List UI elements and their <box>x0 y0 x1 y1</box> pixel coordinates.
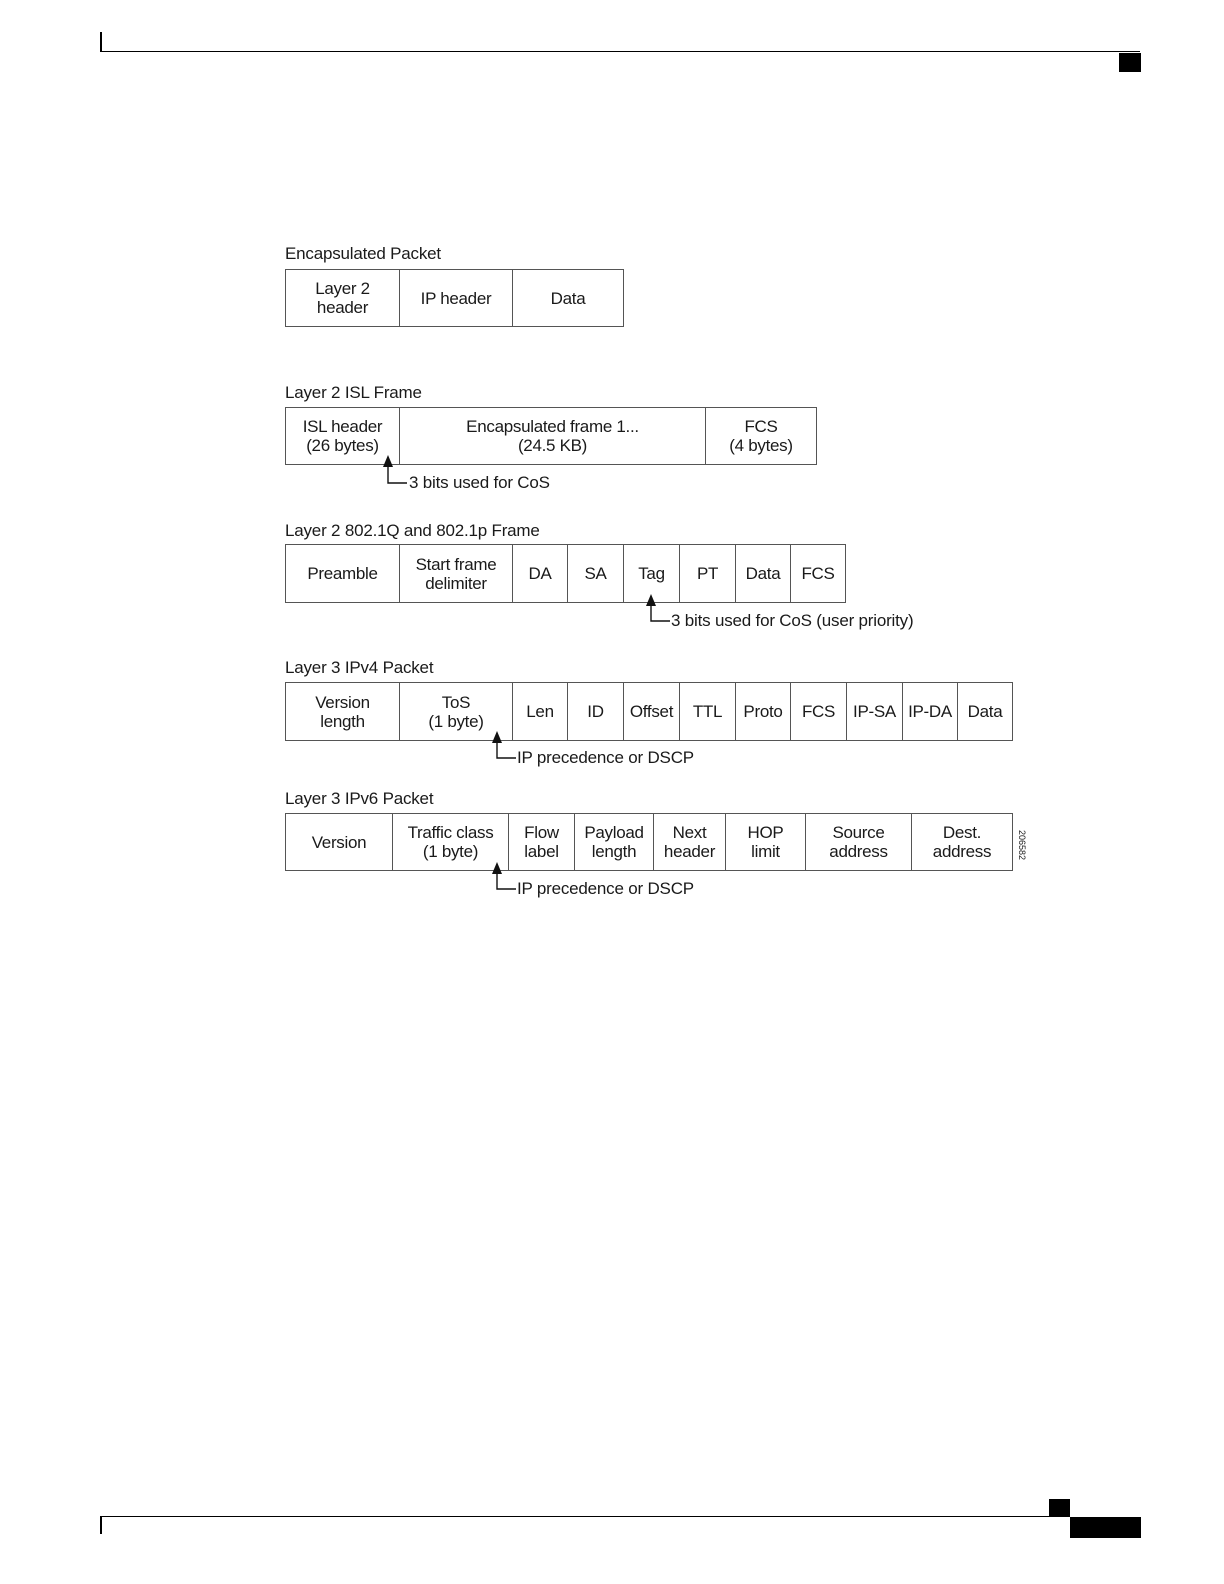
footer-left-tick <box>100 1516 102 1534</box>
encapsulated-packet-row <box>285 269 624 327</box>
footer-small-mark <box>1049 1499 1070 1517</box>
field-proto: Proto <box>735 683 790 740</box>
field-next-header: Next header <box>653 814 725 870</box>
field-ip-sa: IP-SA <box>846 683 902 740</box>
dot1q-cos-callout: 3 bits used for CoS (user priority) <box>671 611 914 630</box>
footer-page-tab <box>1070 1517 1141 1538</box>
header-rule <box>100 51 1140 52</box>
field-id: ID <box>567 683 623 740</box>
field-da: DA <box>512 545 567 602</box>
field-data: Data <box>512 270 623 326</box>
isl-cos-callout: 3 bits used for CoS <box>409 473 550 492</box>
ipv4-dscp-pointer-arrow <box>489 731 519 763</box>
footer-rule <box>100 1516 1070 1517</box>
dot1q-frame-title: Layer 2 802.1Q and 802.1p Frame <box>285 521 540 540</box>
field-preamble: Preamble <box>307 564 378 583</box>
field-ip-da: IP-DA <box>902 683 957 740</box>
ipv6-packet-title: Layer 3 IPv6 Packet <box>285 789 434 808</box>
isl-frame-row <box>285 407 817 465</box>
field-payload-length: Payload length <box>574 814 653 870</box>
field-source-address: Source address <box>805 814 911 870</box>
dot1q-frame-row <box>285 544 846 603</box>
field-fcs: FCS (4 bytes) <box>705 408 816 464</box>
ipv4-dscp-callout: IP precedence or DSCP <box>517 748 694 767</box>
header-corner-mark <box>1119 53 1141 72</box>
field-layer2-header: Layer 2 header <box>315 279 370 317</box>
field-flow-label: Flow label <box>508 814 574 870</box>
field-dest-address: Dest. address <box>911 814 1012 870</box>
ipv6-packet-row <box>285 813 1013 871</box>
ipv6-dscp-callout: IP precedence or DSCP <box>517 879 694 898</box>
ipv4-packet-row <box>285 682 1013 741</box>
field-start-frame-delimiter: Start frame delimiter <box>399 545 512 602</box>
field-fcs: FCS <box>790 545 845 602</box>
ipv4-packet-title: Layer 3 IPv4 Packet <box>285 658 434 677</box>
isl-cos-pointer-arrow <box>380 455 410 487</box>
field-tos: ToS (1 byte) <box>399 683 512 740</box>
field-version: Version <box>311 832 367 852</box>
figure-id-label: 206582 <box>1017 830 1027 861</box>
dot1q-cos-pointer-arrow <box>643 594 673 626</box>
ipv6-dscp-pointer-arrow <box>489 862 519 894</box>
encapsulated-packet-title: Encapsulated Packet <box>285 244 441 263</box>
field-data: Data <box>735 545 790 602</box>
field-isl-header: ISL header (26 bytes) <box>302 417 383 455</box>
field-pt: PT <box>679 545 735 602</box>
field-hop-limit: HOP limit <box>725 814 805 870</box>
isl-frame-title: Layer 2 ISL Frame <box>285 383 422 402</box>
field-sa: SA <box>567 545 623 602</box>
field-traffic-class: Traffic class (1 byte) <box>392 814 508 870</box>
header-left-tick <box>100 32 102 52</box>
field-fcs: FCS <box>790 683 846 740</box>
field-version-length: Version length <box>315 692 370 731</box>
field-encapsulated-frame: Encapsulated frame 1... (24.5 KB) <box>399 408 705 464</box>
field-ip-header: IP header <box>399 270 512 326</box>
field-offset: Offset <box>623 683 679 740</box>
field-len: Len <box>512 683 567 740</box>
field-data: Data <box>957 683 1012 740</box>
field-tag: Tag <box>623 545 679 602</box>
field-ttl: TTL <box>679 683 735 740</box>
